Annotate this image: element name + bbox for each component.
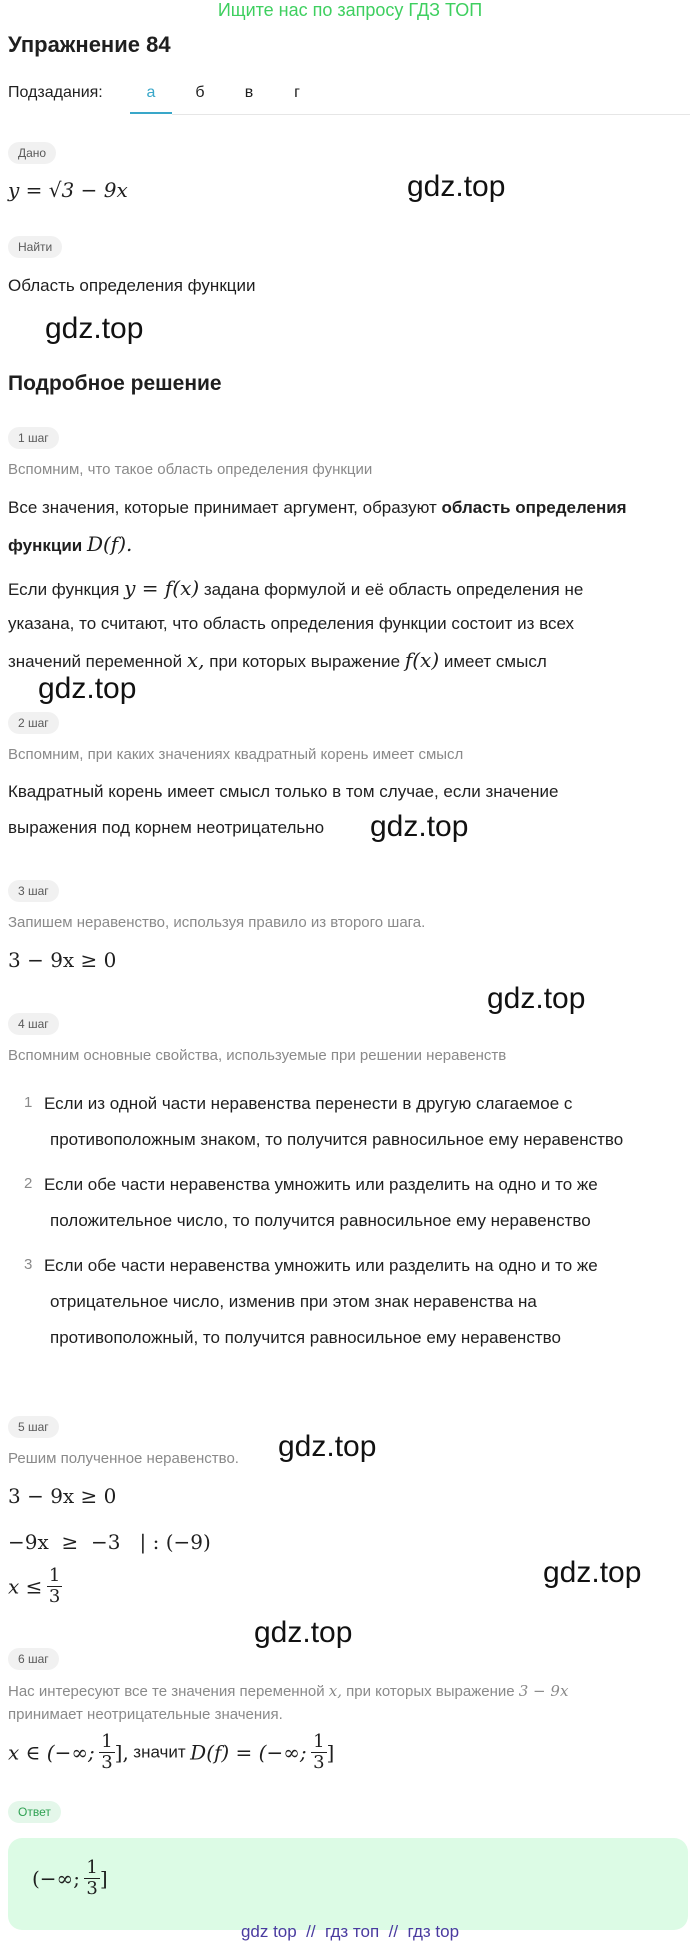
given-badge: Дано (8, 142, 56, 164)
find-badge: Найти (8, 236, 62, 258)
step-1-hint: Вспомним, что такое область определения функции (8, 461, 373, 478)
step-1-badge: 1 шаг (8, 427, 59, 449)
step-5-line-2: −9x ≥ −3 | : (−9) (8, 1530, 211, 1554)
search-banner: Ищите нас по запросу ГДЗ ТОП (217, 0, 483, 20)
list-item-number: 3 (24, 1256, 33, 1273)
tab-v[interactable]: в (244, 84, 254, 101)
step-6-hint-2: принимает неотрицательные значения. (8, 1706, 283, 1723)
solution-title: Подробное решение (8, 372, 222, 395)
step-1-text-1b: функции D(f). (8, 532, 133, 556)
list-item-number: 1 (24, 1094, 33, 1111)
step-3-inequality: 3 − 9x ≥ 0 (8, 948, 117, 972)
given-formula: y = √3 − 9x (8, 178, 128, 202)
step-5-badge: 5 шаг (8, 1416, 59, 1438)
fraction: $\frac{1}{3}$ (101, 1731, 113, 1773)
tab-b[interactable]: б (195, 84, 205, 101)
answer-badge: Ответ (8, 1801, 61, 1823)
step-6-hint-1: Нас интересуют все те значения переменной x, при которых выражение 3 − 9x (8, 1682, 569, 1700)
step-3-badge: 3 шаг (8, 880, 59, 902)
watermark: gdz.top (278, 1430, 377, 1463)
list-item-line: противоположный, то получится равносильное ему неравенство (50, 1328, 561, 1347)
page-title: Упражнение 84 (8, 32, 171, 57)
list-item-line: Если обе части неравенства умножить или разделить на одно и то же (44, 1175, 598, 1194)
tabs-divider (172, 114, 690, 115)
active-tab-indicator (130, 112, 172, 114)
step-1-text-1: Все значения, которые принимает аргумент, образуют область определения (8, 498, 627, 517)
fraction: $\frac{1}{3}$ (86, 1857, 98, 1899)
fraction: $\frac{1}{3}$ (313, 1731, 325, 1773)
find-text: Область определения функции (8, 276, 256, 295)
watermark: gdz.top (370, 810, 469, 843)
list-item-number: 2 (24, 1175, 33, 1192)
watermark: gdz.top (38, 672, 137, 705)
tab-a[interactable]: а (146, 84, 156, 101)
step-2-badge: 2 шаг (8, 712, 59, 734)
step-3-hint: Запишем неравенство, используя правило из второго шага. (8, 914, 426, 931)
answer-value: (−∞; $\frac{1}{3}$ ] (32, 1857, 108, 1899)
watermark: gdz.top (543, 1556, 642, 1589)
fraction: $\frac{1}{3}$ (48, 1565, 61, 1607)
list-item-line: противоположным знаком, то получится равносильное ему неравенство (50, 1130, 624, 1149)
step-2-text-2: выражения под корнем неотрицательно (8, 818, 325, 837)
step-1-text-2: Если функция y = f(x) задана формулой и её область определения не (8, 576, 584, 600)
answer-box (8, 1838, 688, 1930)
step-2-text-1: Квадратный корень имеет смысл только в том случае, если значение (8, 782, 559, 801)
watermark: gdz.top (45, 312, 144, 345)
step-2-hint: Вспомним, при каких значениях квадратный корень имеет смысл (8, 746, 464, 763)
tab-g[interactable]: г (294, 84, 300, 101)
step-6-badge: 6 шаг (8, 1648, 59, 1670)
step-1-text-3: указана, то считают, что область определения функции состоит из всех (8, 614, 575, 633)
watermark: gdz.top (487, 982, 586, 1015)
list-item-line: отрицательное число, изменив при этом знак неравенства на (50, 1292, 537, 1311)
step-4-hint: Вспомним основные свойства, используемые при решении неравенств (8, 1047, 507, 1064)
list-item-line: Если обе части неравенства умножить или разделить на одно и то же (44, 1256, 598, 1275)
list-item-line: положительное число, то получится равносильное ему неравенство (50, 1211, 591, 1230)
footer-links[interactable]: gdz top // гдз топ // гдз top (240, 1922, 460, 1941)
list-item-line: Если из одной части неравенства перенести в другую слагаемое с (44, 1094, 573, 1113)
step-5-line-1: 3 − 9x ≥ 0 (8, 1484, 117, 1508)
subtasks-label: Подзадания: (8, 84, 103, 101)
step-1-text-4: значений переменной x, при которых выражение f(x) имеет смысл (8, 648, 547, 672)
step-5-hint: Решим полученное неравенство. (8, 1450, 239, 1467)
watermark: gdz.top (254, 1616, 353, 1649)
watermark: gdz.top (407, 170, 506, 203)
step-4-badge: 4 шаг (8, 1013, 59, 1035)
step-6-result: x ∈ (−∞; $\frac{1}{3}$ ], значит D(f) = (−∞; $\frac{1}{3}$ ] (8, 1731, 335, 1773)
step-5-line-3: x ≤ $\frac{1}{3}$ (8, 1565, 61, 1607)
